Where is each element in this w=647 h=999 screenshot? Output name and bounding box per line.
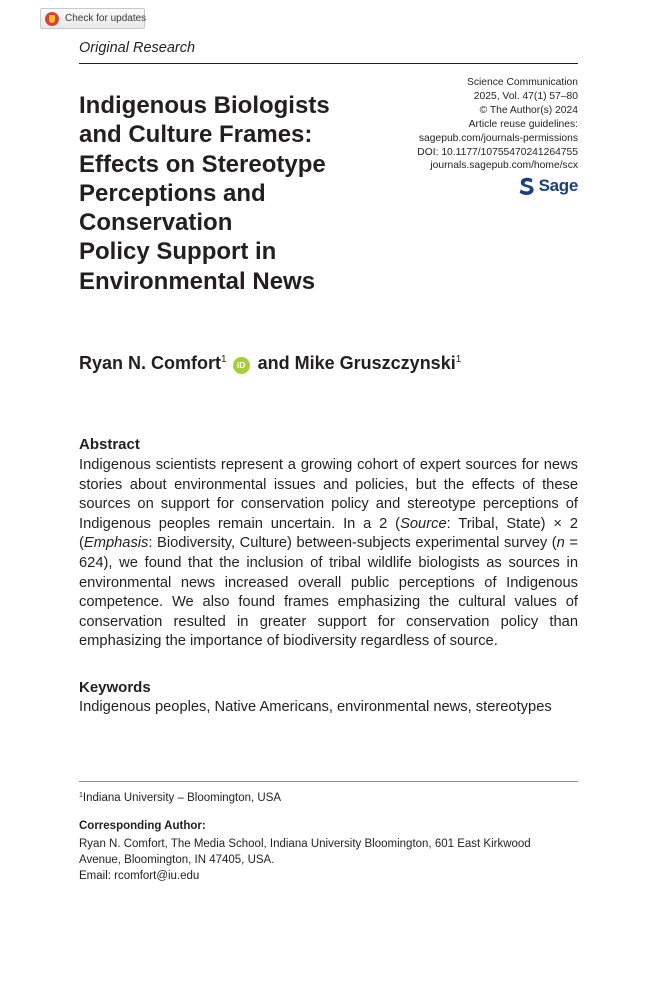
corresponding-address: Avenue, Bloomington, IN 47405, USA. xyxy=(79,854,275,866)
keywords-heading: Keywords xyxy=(79,679,151,696)
affiliation-footnote xyxy=(79,792,281,804)
abstract-italic: n xyxy=(556,535,565,552)
corresponding-author-heading: Corresponding Author: xyxy=(79,820,206,832)
abstract-heading: Abstract xyxy=(79,436,140,453)
author-connector: and xyxy=(257,353,290,373)
permissions-link[interactable]: sagepub.com/journals-permissions xyxy=(418,132,578,144)
title-line: Effects on Stereotype xyxy=(79,150,326,178)
sage-wordmark: Sage xyxy=(538,176,578,195)
article-title xyxy=(79,91,379,296)
affiliation-marker: 1 xyxy=(455,354,462,365)
volume-info: 2025, Vol. 47(1) 57–80 xyxy=(473,90,578,102)
title-line: Policy Support in xyxy=(79,238,277,266)
footnote-divider xyxy=(79,781,578,782)
affiliation-marker: 1 xyxy=(221,354,227,365)
title-line: Conservation xyxy=(79,209,233,237)
check-for-updates-label: Check for updates xyxy=(65,13,147,24)
keywords-text: Indigenous peoples, Native Americans, environmental news, stereotypes xyxy=(79,699,552,715)
affiliation-marker: 1 xyxy=(79,792,83,799)
reuse-guidelines: Article reuse guidelines: xyxy=(468,118,578,130)
crossmark-icon xyxy=(45,12,59,26)
copyright: © The Author(s) 2024 xyxy=(479,104,578,116)
author-name: Mike Gruszczynski xyxy=(294,353,456,373)
abstract-text xyxy=(79,456,578,652)
sage-s-icon xyxy=(519,177,535,196)
abstract-segment: Indigenous scientists represent a growing cohort of expert sources for news stories about environmental issues and policies, but the effects of these sources on support for conservation policy and stereotype perceptions of Indigenous peoples remain uncertain. In a 2 ( xyxy=(79,457,578,532)
publisher-logo xyxy=(519,176,578,196)
author-list xyxy=(79,353,461,374)
title-line: Perceptions and xyxy=(79,179,266,207)
abstract-segment: : Tribal, State) × 2 ( xyxy=(79,515,578,552)
journal-name: Science Communication xyxy=(466,77,578,88)
abstract-segment: = 624), we found that the inclusion of tribal wildlife biologists as sources in environmental news increased overall public perceptions of Indigenous competence. We also found frames emphasizing the cultural values of conservation resulted in greater support for conservation policy than emphasizing the importance of biodiversity regardless of source. xyxy=(79,535,578,650)
title-line: Environmental News xyxy=(79,267,316,295)
article-type-label: Original Research xyxy=(79,40,196,56)
abstract-segment: : Biodiversity, Culture) between-subjects experimental survey ( xyxy=(148,535,557,552)
check-for-updates-button[interactable] xyxy=(40,8,145,29)
publication-metadata xyxy=(417,76,578,173)
journal-link[interactable]: journals.sagepub.com/home/scx xyxy=(430,160,578,172)
orcid-icon[interactable]: iD xyxy=(233,357,250,374)
doi-link[interactable]: DOI: 10.1177/10755470241264755 xyxy=(417,146,578,158)
corresponding-email[interactable]: Email: rcomfort@iu.edu xyxy=(79,870,200,882)
corresponding-author-details xyxy=(79,836,531,884)
header-divider xyxy=(79,63,578,64)
abstract-italic: Emphasis xyxy=(83,535,149,552)
title-line: and Culture Frames: xyxy=(79,121,313,149)
affiliation-text: Indiana University – Bloomington, USA xyxy=(82,792,282,804)
abstract-italic: Source xyxy=(400,515,447,532)
title-line: Indigenous Biologists xyxy=(79,92,330,119)
author-name: Ryan N. Comfort xyxy=(79,353,222,373)
corresponding-address: Ryan N. Comfort, The Media School, Indiana University Bloomington, 601 East Kirkwood xyxy=(79,838,531,850)
